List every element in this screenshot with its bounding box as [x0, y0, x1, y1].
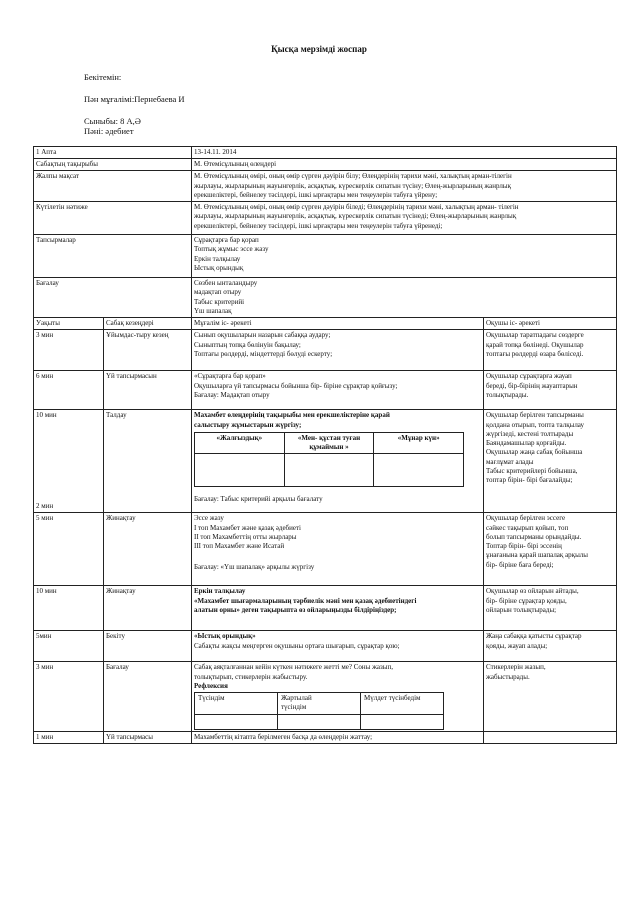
result-label: Күтілетін нәтиже [34, 202, 192, 235]
result-row [34, 202, 617, 235]
reflection-grid [194, 692, 444, 729]
refl-partly: Жартылай түсіндім [278, 693, 361, 714]
refl-not-understood: Мүлдет түсінбедім [361, 693, 444, 714]
grid-head-2: «Мен- құстан туған құмаймын » [284, 432, 374, 453]
row-teacher: Сынып оқушыларын назарын сабаққа аудару; Сыныптың топқа бөлінуін бақылау; Топтағы рөлдерді, міндеттерді бөлуді ескерту; [192, 330, 484, 371]
goal-value: М. Өтемісұлының өмірі, оның өмір сүрген дәуірін білу; Өлеңдерінің тарихи мәні, халықтың арман-тілегін жырлауы, жырларының жауынгерлік, асқақтық, күрескерлік сипатын түсіну; Өлең-жырларының жанрлық ерекшеліктері, бейнелеу тәсілдері, ішкі ырғақтары мен теңеулерін табуға үйрену; [192, 171, 617, 202]
row-teacher: Махамбеттің кітапта берілмеген басқа да өлеңдерін жаттау; [192, 731, 484, 743]
assess-row [34, 278, 617, 318]
row-stage: Үй тапсырмасын [104, 371, 192, 410]
row-time-main: 10 мин [36, 411, 57, 420]
refl-understood: Түсіндім [195, 693, 278, 714]
teacher-name: Пән мұғалімі:Пернебаева И [84, 94, 185, 104]
col-teacher: Мұғалім іс- әрекеті [192, 318, 484, 330]
week-row [34, 147, 617, 159]
row-teacher: «Сұрақтарға бар қорап» Оқушыларға үй тапсырмасы бойынша бір- біріне сұрақтар қойғызу; Бағалау: Мадақтап отыру [192, 371, 484, 410]
col-stage: Сабақ кезеңдері [104, 318, 192, 330]
row-teacher [192, 662, 484, 731]
refl-cell[interactable] [278, 714, 361, 729]
tasks-row [34, 235, 617, 278]
grid-head-1: «Жалғыздық» [195, 432, 285, 453]
row-teacher [192, 410, 484, 513]
analysis-assessment: Бағалау: Табыс критерийі арқылы бағалату [194, 495, 323, 504]
assess-value: Сөзбен ынталандыру мадақтап отыру Табыс критерийі Үш шапалақ [192, 278, 617, 318]
row-student: Оқушылар берілген эссеге сәйкес тақырып қойып, топ болып тапсырманы орындайды. Топтар бірін- бірі эссенің ұнағанына қарай шапалақ арқылы бір- біріне баға береді; [484, 513, 617, 586]
row-stage: Бағалау [104, 662, 192, 731]
col-student: Оқушы іс- әрекеті [484, 318, 617, 330]
tasks-value: Сұрақтарға бар қорап Топтық жұмыс эссе жазу Еркін талқылау Ыстық орындық [192, 235, 617, 278]
row-student: Оқушылар өз ойларын айтады, бір- біріне сұрақтар қояды, ойларын толықтырады; [484, 586, 617, 631]
col-time: Уақыты [34, 318, 104, 330]
goal-row [34, 171, 617, 202]
grid-cell[interactable] [284, 454, 374, 487]
row-time: 3 мин [34, 662, 104, 731]
row-stage: Бекіту [104, 631, 192, 662]
comparison-grid [194, 432, 464, 487]
row-stage: Жинақтау [104, 513, 192, 586]
row-student: Оқушылар таратпадағы сөздерге қарай топқа бөлінеді. Оқушылар топтағы рөлдерді өзара бөліседі. [484, 330, 617, 371]
row-student: Стикерлерін жазып, жабыстырады. [484, 662, 617, 731]
result-value: М. Өтемісұлының өмірі, оның өмір сүрген дәуірін біледі; Өлеңдерінің тарихи мәні, халықтың арман- тілегін жырлауы, жырларының жауынгерлік, асқақтық, күрескерлік сипатын түсінеді; Өлең-жырларының жанрлық ерекшеліктері, бейнелеу тәсілдері, ішкі ырғақтары мен теңеулерін табуға үйренеді; [192, 202, 617, 235]
topic-row [34, 159, 617, 171]
document-title: Қысқа мерзімді жоспар [271, 44, 367, 54]
row-student [484, 731, 617, 743]
grid-cell[interactable] [195, 454, 285, 487]
essay-assessment: Бағалау: «Үш шапалақ» арқылы жүргізу [194, 563, 315, 572]
topic-label: Сабақтың тақырыбы [34, 159, 192, 171]
row-student: Оқушылар сұрақтарға жауап береді, бір-бірінің жауаптарын толықтырады. [484, 371, 617, 410]
row-stage: Үй тапсырмасы [104, 731, 192, 743]
hot-seat-desc: Сабақты жақсы меңгерген оқушыны ортаға шығарып, сұрақтар қою; [194, 641, 400, 650]
topic-value: М. Өтемісұлының өлеңдері [192, 159, 617, 171]
row-teacher: Еркін талқылау «Махамбет шығармаларының тәрбиелік мәні мен қазақ әдебиетіндегі алатын орны» деген тақырыпта өз ойларыңызды білдіріңіздер; [192, 586, 484, 631]
subject-label: Пәні: әдебиет [84, 126, 134, 136]
row-time-extra: 2 мин [36, 502, 54, 511]
lesson-plan-table [33, 146, 617, 744]
table-row [34, 662, 617, 731]
row-time: 6 мин [34, 371, 104, 410]
table-row [34, 410, 617, 513]
grid-cell[interactable] [374, 454, 464, 487]
row-stage: Ұйымдас-тыру кезең [104, 330, 192, 371]
goal-label: Жалпы мақсат [34, 171, 192, 202]
table-row [34, 330, 617, 371]
row-time: 1 мин [34, 731, 104, 743]
table-row [34, 586, 617, 631]
grid-head-3: «Мұнар күн» [374, 432, 464, 453]
reflection-intro: Сабақ аяқталғаннан кейін күткен нәтижеге жетті ме? Соны жазып, толықтырып, стикерлерін жабыстыру. [194, 663, 393, 681]
row-time: 10 мин [34, 586, 104, 631]
row-stage: Жинақтау [104, 586, 192, 631]
row-teacher [192, 513, 484, 586]
table-row [34, 513, 617, 586]
row-student: Жаңа сабаққа қатысты сұрақтар қояды, жауап алады; [484, 631, 617, 662]
table-row [34, 371, 617, 410]
essay-groups: Эссе жазу І топ Махамбет және қазақ әдебиеті ІІ топ Махамбеттің отты жырлары ІІІ топ Махамбет және Исатай [194, 514, 301, 551]
refl-cell[interactable] [195, 714, 278, 729]
column-header-row [34, 318, 617, 330]
tasks-label: Тапсырмалар [34, 235, 192, 278]
assess-label: Бағалау [34, 278, 192, 318]
reflection-title: Рефлексия [194, 681, 228, 690]
grade-label: Сыныбы: 8 А,Ә [84, 116, 141, 126]
row-time: 3 мин [34, 330, 104, 371]
analysis-task: Махамбет өлеңдерінің тақырыбы мен ерекшеліктеріне қарай салыстыру жұмыстарын жүргізу; [194, 411, 390, 429]
approved-label: Бекітемін: [84, 72, 122, 82]
row-time: 5 мин [34, 513, 104, 586]
row-student: Оқушылар берілген тапсырманы қолдана отырып, топта талқылау жүргізеді, кестені толтырады Баяндамашылар қорғайды. Оқушылар жаңа сабақ бойынша мағлұмат алады Табыс критерийлері бойынша, топтар бірін- бірі бағалайды; [484, 410, 617, 513]
hot-seat-title: «Ыстық орындық» [194, 632, 256, 641]
row-time [34, 410, 104, 513]
table-row [34, 731, 617, 743]
week-value: 13-14.11. 2014 [192, 147, 617, 159]
refl-cell[interactable] [361, 714, 444, 729]
row-stage: Талдау [104, 410, 192, 513]
row-time: 5мин [34, 631, 104, 662]
table-row [34, 631, 617, 662]
week-label: 1 Апта [34, 147, 192, 159]
row-teacher [192, 631, 484, 662]
